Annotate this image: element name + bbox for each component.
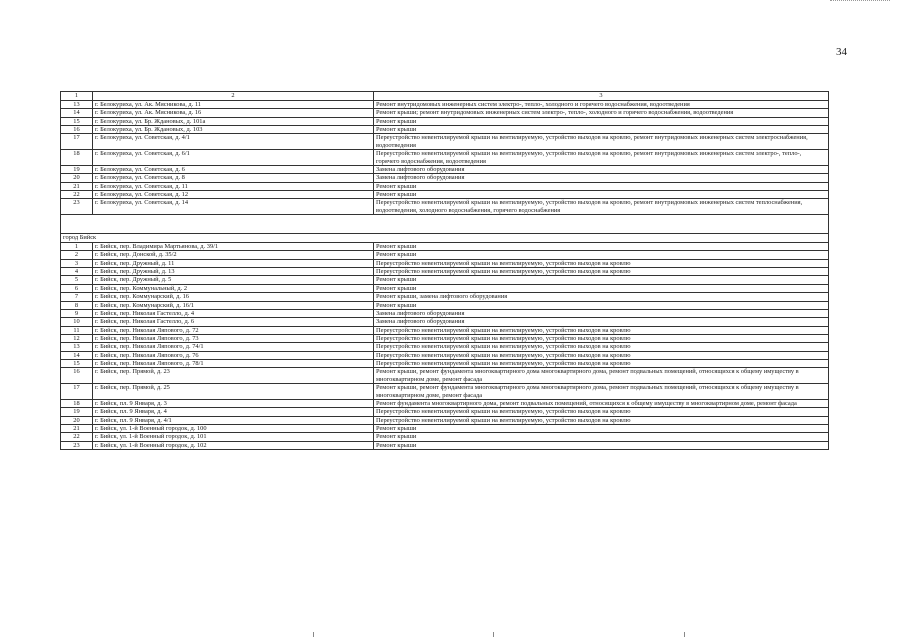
row-number: 8 bbox=[61, 301, 93, 309]
row-number: 12 bbox=[61, 334, 93, 342]
row-address: г. Бийск, пер. Дружный, д. 5 bbox=[93, 276, 374, 284]
row-address: г. Белокуриха, ул. Советская, д. 8 bbox=[93, 174, 374, 182]
row-number: 21 bbox=[61, 424, 93, 432]
row-works: Переустройство невентилируемой крыши на вентилируемую, устройство выходов на кровлю bbox=[374, 360, 829, 368]
row-address: г. Белокуриха, ул. Советская, д. 4/1 bbox=[93, 134, 374, 150]
row-address: г. Белокуриха, ул. Ак. Мясникова, д. 11 bbox=[93, 101, 374, 109]
section-title-row bbox=[61, 234, 829, 243]
table-row bbox=[61, 384, 829, 400]
row-number: 18 bbox=[61, 399, 93, 407]
table-row bbox=[61, 293, 829, 301]
table-row bbox=[61, 174, 829, 182]
section-gap-cell bbox=[61, 215, 829, 234]
scan-edge-mark bbox=[830, 0, 890, 2]
row-works: Ремонт крыши bbox=[374, 251, 829, 259]
table-row bbox=[61, 251, 829, 259]
row-works: Замена лифтового оборудования bbox=[374, 309, 829, 317]
table-row bbox=[61, 268, 829, 276]
table-row bbox=[61, 360, 829, 368]
table-row bbox=[61, 433, 829, 441]
section-gap-row bbox=[61, 215, 829, 234]
table-row bbox=[61, 150, 829, 166]
table-row bbox=[61, 284, 829, 292]
row-address: г. Белокуриха, ул. Советская, д. 11 bbox=[93, 182, 374, 190]
row-number: 15 bbox=[61, 117, 93, 125]
row-number: 15 bbox=[61, 360, 93, 368]
table-row bbox=[61, 109, 829, 117]
row-number: 22 bbox=[61, 190, 93, 198]
row-works: Ремонт крыши bbox=[374, 441, 829, 449]
row-address: г. Бийск, пер. Прямой, д. 23 bbox=[93, 368, 374, 384]
row-address: г. Бийск, пл. 9 Января, д. 4 bbox=[93, 408, 374, 416]
row-address: г. Бийск, пер. Николая Ляпового, д. 72 bbox=[93, 326, 374, 334]
row-works: Ремонт крыши, ремонт фундамента многоквартирного дома многоквартирного дома, ремонт подвальных помещений, относящихся к общему имуществу в многоквартирном доме, ремонт фасада bbox=[374, 384, 829, 400]
row-works: Переустройство невентилируемой крыши на вентилируемую, устройство выходов на кровлю bbox=[374, 408, 829, 416]
table-row bbox=[61, 351, 829, 359]
row-address: г. Бийск, пер. Донской, д. 35/2 bbox=[93, 251, 374, 259]
row-address: г. Бийск, пл. 9 Января, д. 3 bbox=[93, 399, 374, 407]
row-number: 9 bbox=[61, 309, 93, 317]
table-row bbox=[61, 199, 829, 215]
table-row bbox=[61, 101, 829, 109]
table-row bbox=[61, 117, 829, 125]
table-row bbox=[61, 134, 829, 150]
row-works: Ремонт крыши bbox=[374, 424, 829, 432]
row-number: 7 bbox=[61, 293, 93, 301]
row-works: Ремонт крыши bbox=[374, 276, 829, 284]
row-number: 23 bbox=[61, 199, 93, 215]
row-works: Ремонт крыши bbox=[374, 284, 829, 292]
table-row bbox=[61, 343, 829, 351]
table-header-row bbox=[61, 92, 829, 101]
table-row bbox=[61, 190, 829, 198]
table-row bbox=[61, 326, 829, 334]
header-col-2: 2 bbox=[93, 92, 374, 101]
bottom-scan-marks bbox=[0, 632, 905, 640]
row-number: 14 bbox=[61, 109, 93, 117]
row-number: 19 bbox=[61, 165, 93, 173]
row-works: Ремонт крыши bbox=[374, 182, 829, 190]
table-row bbox=[61, 301, 829, 309]
header-col-1: 1 bbox=[61, 92, 93, 101]
table-row bbox=[61, 259, 829, 267]
row-works: Ремонт крыши bbox=[374, 126, 829, 134]
row-number: 21 bbox=[61, 182, 93, 190]
row-works: Переустройство невентилируемой крыши на вентилируемую, устройство выходов на кровлю bbox=[374, 416, 829, 424]
table-row bbox=[61, 416, 829, 424]
row-number: 19 bbox=[61, 408, 93, 416]
row-works: Ремонт внутридомовых инженерных систем электро-, тепло-, холодного и горячего водоснабжения, водоотведения bbox=[374, 101, 829, 109]
page-number: 34 bbox=[836, 46, 847, 58]
row-works: Ремонт крыши bbox=[374, 433, 829, 441]
table-row bbox=[61, 368, 829, 384]
row-address: г. Белокуриха, ул. Советская, д. 14 bbox=[93, 199, 374, 215]
row-address: г. Бийск, пер. Коммунарский, д. 16/1 bbox=[93, 301, 374, 309]
table-row bbox=[61, 441, 829, 449]
row-address: г. Бийск, ул. 1-й Военный городок, д. 101 bbox=[93, 433, 374, 441]
row-address: г. Белокуриха, ул. Советская, д. 6 bbox=[93, 165, 374, 173]
table-row bbox=[61, 182, 829, 190]
row-number: 16 bbox=[61, 126, 93, 134]
row-works: Ремонт крыши bbox=[374, 117, 829, 125]
row-works: Переустройство невентилируемой крыши на вентилируемую, устройство выходов на кровлю bbox=[374, 343, 829, 351]
row-number: 3 bbox=[61, 259, 93, 267]
row-address: г. Бийск, пер. Николая Гастелло, д. 4 bbox=[93, 309, 374, 317]
row-address: г. Бийск, пер. Николая Ляпового, д. 78/1 bbox=[93, 360, 374, 368]
row-address: г. Бийск, ул. 1-й Военный городок, д. 102 bbox=[93, 441, 374, 449]
row-number: 13 bbox=[61, 101, 93, 109]
row-address: г. Бийск, пл. 9 Января, д. 4/1 bbox=[93, 416, 374, 424]
row-works: Ремонт крыши bbox=[374, 190, 829, 198]
row-address: г. Бийск, пер. Николая Ляпового, д. 73 bbox=[93, 334, 374, 342]
row-number: 13 bbox=[61, 343, 93, 351]
row-works: Переустройство невентилируемой крыши на вентилируемую, устройство выходов на кровлю bbox=[374, 326, 829, 334]
row-works: Переустройство невентилируемой крыши на вентилируемую, устройство выходов на кровлю bbox=[374, 351, 829, 359]
row-works: Ремонт крыши; ремонт внутридомовых инженерных систем электро-, тепло-, холодного и горячего водоснабжения, водоотведения bbox=[374, 109, 829, 117]
row-works: Ремонт крыши, ремонт фундамента многоквартирного дома многоквартирного дома, ремонт подвальных помещений, относящихся к общему имуществу в многоквартирном доме, ремонт фасада bbox=[374, 368, 829, 384]
row-works: Ремонт крыши, замена лифтового оборудования bbox=[374, 293, 829, 301]
row-number: 6 bbox=[61, 284, 93, 292]
row-works: Ремонт крыши bbox=[374, 301, 829, 309]
header-col-3: 3 bbox=[374, 92, 829, 101]
row-number: 17 bbox=[61, 134, 93, 150]
row-address: г. Бийск, пер. Владимира Мартьянова, д. 39/1 bbox=[93, 243, 374, 251]
row-works: Ремонт крыши bbox=[374, 243, 829, 251]
table-row bbox=[61, 126, 829, 134]
table-row bbox=[61, 334, 829, 342]
row-works: Переустройство невентилируемой крыши на вентилируемую, устройство выходов на кровлю bbox=[374, 268, 829, 276]
row-number: 11 bbox=[61, 326, 93, 334]
row-number: 23 bbox=[61, 441, 93, 449]
row-works: Переустройство невентилируемой крыши на вентилируемую, устройство выходов на кровлю bbox=[374, 259, 829, 267]
row-number: 10 bbox=[61, 318, 93, 326]
row-number: 17 bbox=[61, 384, 93, 400]
row-works: Ремонт фундамента многоквартирного дома, ремонт подвальных помещений, относящихся к общему имуществу в многоквартирном доме, ремонт фасада bbox=[374, 399, 829, 407]
table-row bbox=[61, 318, 829, 326]
row-works: Замена лифтового оборудования bbox=[374, 318, 829, 326]
row-number: 20 bbox=[61, 174, 93, 182]
row-address: г. Бийск, пер. Коммунальный, д. 2 bbox=[93, 284, 374, 292]
row-address: г. Бийск, пер. Николая Гастелло, д. 6 bbox=[93, 318, 374, 326]
row-address: г. Бийск, ул. 1-й Военный городок, д. 100 bbox=[93, 424, 374, 432]
row-address: г. Бийск, пер. Прямой, д. 25 bbox=[93, 384, 374, 400]
table-row bbox=[61, 276, 829, 284]
row-number: 1 bbox=[61, 243, 93, 251]
row-number: 18 bbox=[61, 150, 93, 166]
table-row bbox=[61, 424, 829, 432]
row-address: г. Бийск, пер. Коммунарский, д. 16 bbox=[93, 293, 374, 301]
row-address: г. Белокуриха, ул. Советская, д. 6/1 bbox=[93, 150, 374, 166]
row-number: 4 bbox=[61, 268, 93, 276]
table-row bbox=[61, 408, 829, 416]
section-title: город Бийск bbox=[61, 234, 829, 243]
table-row bbox=[61, 165, 829, 173]
row-number: 16 bbox=[61, 368, 93, 384]
row-works: Переустройство невентилируемой крыши на вентилируемую, устройство выходов на кровлю, ремонт внутридомовых инженерных систем электроснабжения, водоотведения bbox=[374, 134, 829, 150]
row-number: 20 bbox=[61, 416, 93, 424]
row-address: г. Белокуриха, ул. Ак. Мясникова, д. 16 bbox=[93, 109, 374, 117]
table-row bbox=[61, 399, 829, 407]
row-number: 5 bbox=[61, 276, 93, 284]
table-row bbox=[61, 309, 829, 317]
row-works: Переустройство невентилируемой крыши на вентилируемую, устройство выходов на кровлю, ремонт внутридомовых инженерных систем теплоснабжения, водоотведения, холодного водоснабжения, горячего водоснабжения bbox=[374, 199, 829, 215]
row-works: Замена лифтового оборудования bbox=[374, 165, 829, 173]
row-address: г. Бийск, пер. Николая Ляпового, д. 76 bbox=[93, 351, 374, 359]
row-address: г. Бийск, пер. Дружный, д. 11 bbox=[93, 259, 374, 267]
row-address: г. Белокуриха, ул. Бр. Ждановых, д. 103 bbox=[93, 126, 374, 134]
row-address: г. Бийск, пер. Дружный, д. 13 bbox=[93, 268, 374, 276]
row-address: г. Белокуриха, ул. Бр. Ждановых, д. 101а bbox=[93, 117, 374, 125]
row-address: г. Бийск, пер. Николая Ляпового, д. 74/1 bbox=[93, 343, 374, 351]
row-number: 2 bbox=[61, 251, 93, 259]
row-works: Замена лифтового оборудования bbox=[374, 174, 829, 182]
repair-schedule-table bbox=[60, 91, 829, 450]
table-row bbox=[61, 243, 829, 251]
row-number: 14 bbox=[61, 351, 93, 359]
row-number: 22 bbox=[61, 433, 93, 441]
row-address: г. Белокуриха, ул. Советская, д. 12 bbox=[93, 190, 374, 198]
row-works: Переустройство невентилируемой крыши на вентилируемую, устройство выходов на кровлю bbox=[374, 334, 829, 342]
row-works: Переустройство невентилируемой крыши на вентилируемую, устройство выходов на кровлю, ремонт внутридомовых инженерных систем электро-, тепло-, горячего водоснабжения, водоотведения bbox=[374, 150, 829, 166]
